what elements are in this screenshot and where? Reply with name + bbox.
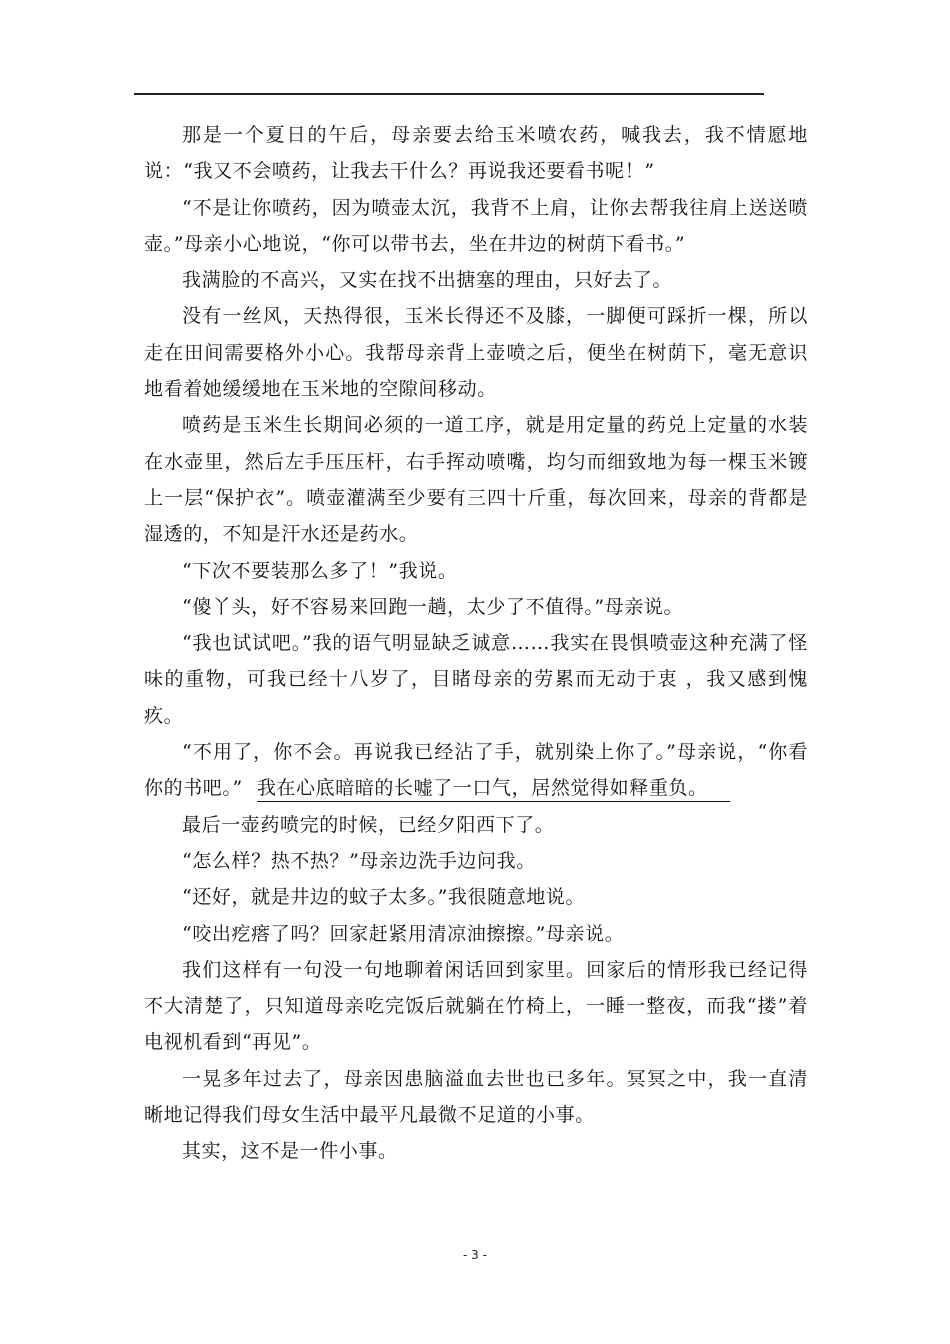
paragraph: “咬出疙瘩了吗？回家赶紧用清凉油擦擦。”母亲说。 — [182, 922, 625, 945]
paragraph: “怎么样？热不热？”母亲边洗手边问我。 — [182, 849, 536, 872]
page-number: - 3 - — [463, 1248, 487, 1262]
article-body — [144, 117, 808, 1170]
paragraph: 没有一丝风，天热得很，玉米长得还不及膝，一脚便可踩折一棵，所以走在田间需要格外小心。我帮母亲背上壶喷之后，便坐在树荫下，毫无意识地看着她缓缓地在玉米地的空隙间移动。 — [144, 305, 808, 401]
paragraph: 最后一壶药喷完的时候，已经夕阳西下了。 — [182, 813, 555, 836]
paragraph-text: “不用了，你不会。再说我已经沾了手，就别染上你了。”母亲说，“你看你的书吧。” — [144, 741, 808, 800]
paragraph-with-underline — [144, 734, 808, 807]
paragraph: “还好，就是井边的蚊子太多。”我很随意地说。 — [182, 886, 586, 909]
paragraph: “我也试试吧。”我的语气明显缺乏诚意……我实在畏惧喷壶这种充满了怪味的重物，可我已经十八岁了，目睹母亲的劳累而无动于衷 ，我又感到愧疚。 — [144, 632, 808, 727]
paragraph: “下次不要装那么多了！”我说。 — [182, 559, 458, 582]
paragraph: “不是让你喷药，因为喷壶太沉，我背不上肩，让你去帮我往肩上送送喷壶。”母亲小心地说，“你可以带书去，坐在井边的树荫下看书。” — [144, 196, 808, 255]
paragraph: 喷药是玉米生长期间必须的一道工序，就是用定量的药兑上定量的水装在水壶里，然后左手压压杆，右手挥动喷嘴，均匀而细致地为每一棵玉米镀上一层“保护衣”。喷壶灌满至少要有三四十斤重，每次回来，母亲的背都是湿透的，不知是汗水还是药水。 — [144, 414, 808, 546]
header-rule — [134, 93, 764, 95]
paragraph: 我满脸的不高兴，又实在找不出搪塞的理由，只好去了。 — [182, 269, 673, 292]
paragraph: 我们这样有一句没一句地聊着闲话回到家里。回家后的情形我已经记得不大清楚了，只知道母亲吃完饭后就躺在竹椅上，一睡一整夜，而我“搂”着电视机看到“再见”。 — [144, 958, 808, 1054]
paragraph: 一晃多年过去了，母亲因患脑溢血去世也已多年。冥冥之中，我一直清晰地记得我们母女生活中最平凡最微不足道的小事。 — [144, 1067, 808, 1127]
paragraph: “傻丫头，好不容易来回跑一趟，太少了不值得。”母亲说。 — [182, 595, 684, 618]
underlined-sentence: 我在心底暗暗的长嘘了一口气，居然觉得如释重负。 — [257, 777, 730, 802]
paragraph: 其实，这不是一件小事。 — [182, 1140, 398, 1163]
paragraph: 那是一个夏日的午后，母亲要去给玉米喷农药，喊我去，我不情愿地说：“我又不会喷药，让我去干什么？再说我还要看书呢！” — [144, 124, 808, 183]
